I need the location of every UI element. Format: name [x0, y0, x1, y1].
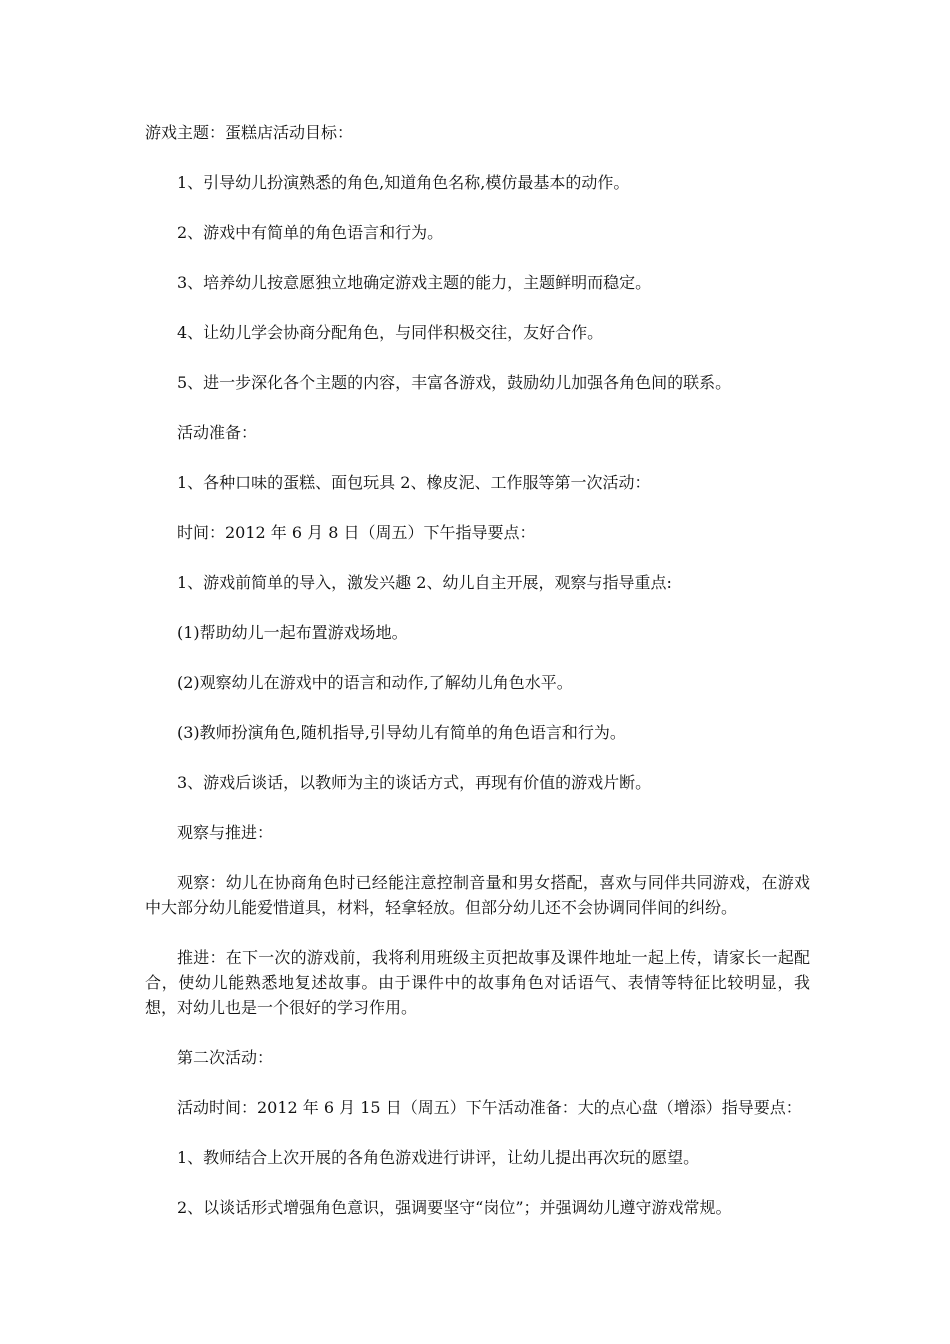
document-page — [145, 120, 810, 1245]
observation-paragraph: 观察：幼儿在协商角色时已经能注意控制音量和男女搭配，喜欢与同伴共同游戏，在游戏中大部分幼儿能爱惜道具，材料，轻拿轻放。但部分幼儿还不会协调同伴间的纠纷。 — [145, 873, 810, 917]
guidance-point-3: 3、游戏后谈话，以教师为主的谈话方式，再现有价值的游戏片断。 — [177, 773, 652, 792]
goal-item-4: 4、让幼儿学会协商分配角色，与同伴积极交往，友好合作。 — [177, 323, 604, 342]
guidance-subpoint-1: (1)帮助幼儿一起布置游戏场地。 — [177, 623, 408, 642]
goal-item-5: 5、进一步深化各个主题的内容，丰富各游戏，鼓励幼儿加强各角色间的联系。 — [177, 373, 732, 392]
section-heading-observation: 观察与推进： — [177, 823, 274, 842]
second-guidance-point-1: 1、教师结合上次开展的各角色游戏进行讲评，让幼儿提出再次玩的愿望。 — [177, 1148, 700, 1167]
second-guidance-point-2: 2、以谈话形式增强角色意识，强调要坚守“岗位”；并强调幼儿遵守游戏常规。 — [177, 1198, 732, 1217]
goal-item-3: 3、培养幼儿按意愿独立地确定游戏主题的能力，主题鲜明而稳定。 — [177, 273, 652, 292]
document-title: 游戏主题：蛋糕店活动目标： — [145, 123, 354, 142]
section-heading-second-activity: 第二次活动： — [177, 1048, 274, 1067]
guidance-subpoint-3: (3)教师扮演角色,随机指导,引导幼儿有简单的角色语言和行为。 — [177, 723, 626, 742]
preparation-item: 1、各种口味的蛋糕、面包玩具 2、橡皮泥、工作服等第一次活动： — [177, 473, 651, 492]
guidance-point-1: 1、游戏前简单的导入，激发兴趣 2、幼儿自主开展，观察与指导重点: — [177, 573, 672, 592]
section-heading-preparation: 活动准备： — [177, 423, 258, 442]
advancement-paragraph: 推进：在下一次的游戏前，我将利用班级主页把故事及课件地址一起上传，请家长一起配合，使幼儿能熟悉地复述故事。由于课件中的故事角色对话语气、表情等特征比较明显，我想，对幼儿也是一个很好的学习作用。 — [145, 948, 810, 1017]
goal-item-2: 2、游戏中有简单的角色语言和行为。 — [177, 223, 444, 242]
second-activity-time: 活动时间：2012 年 6 月 15 日（周五）下午活动准备：大的点心盘（增添）指导要点： — [177, 1098, 802, 1117]
guidance-subpoint-2: (2)观察幼儿在游戏中的语言和动作,了解幼儿角色水平。 — [177, 673, 573, 692]
first-activity-time: 时间：2012 年 6 月 8 日（周五）下午指导要点： — [177, 523, 536, 542]
goal-item-1: 1、引导幼儿扮演熟悉的角色,知道角色名称,模仿最基本的动作。 — [177, 173, 630, 192]
